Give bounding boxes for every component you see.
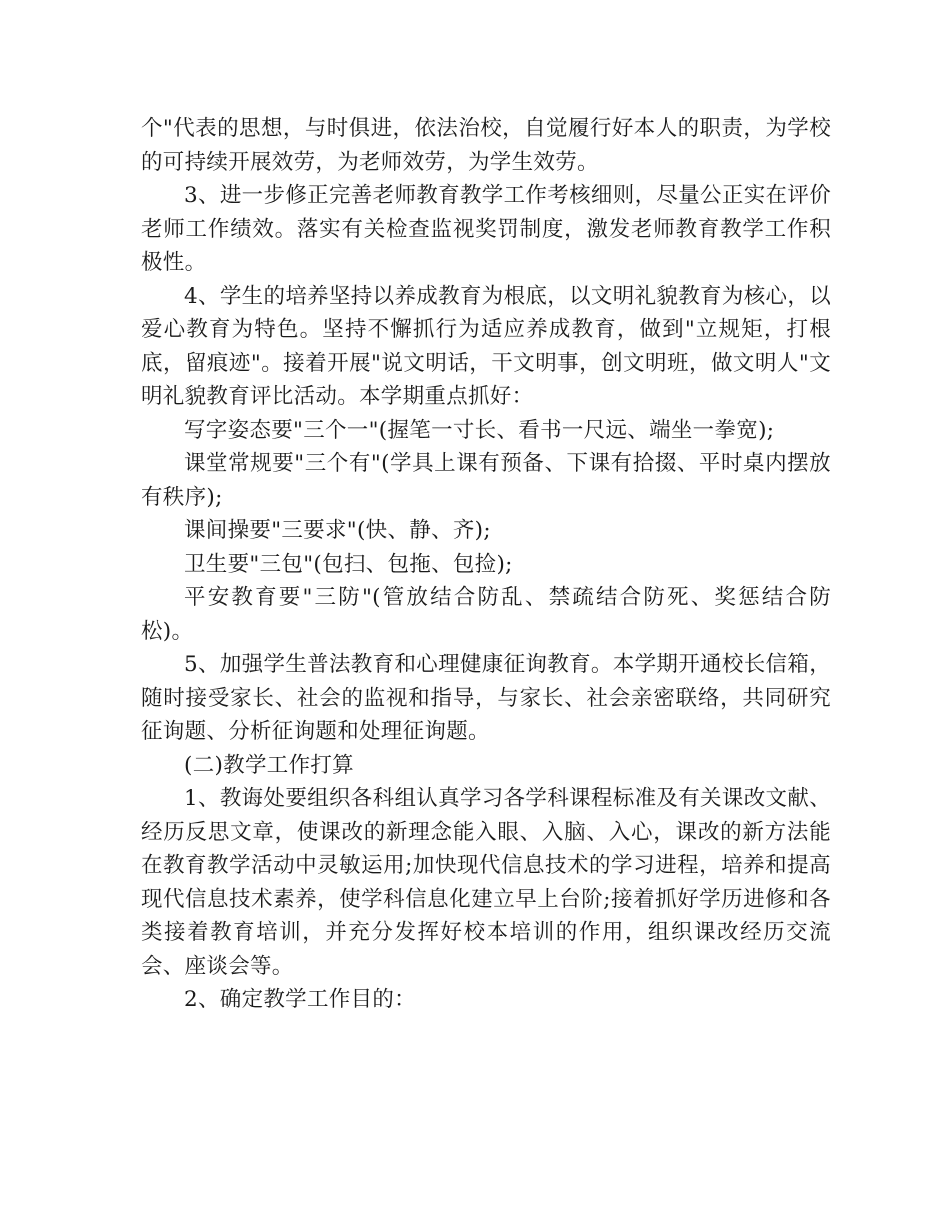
paragraph-exercise: 课间操要"三要求"(快、静、齐); (184, 518, 491, 543)
paragraph-continuation: 个"代表的思想，与时俱进，依法治校，自觉履行好本人的职责，为学校的可持续开展效劳，为老师效劳，为学生效劳。 (141, 116, 831, 175)
paragraph-writing-posture: 写字姿态要"三个一"(握笔一寸长、看书一尺远、端坐一拳宽); (184, 417, 775, 443)
paragraph-safety: 平安教育要"三防"(管放结合防乱、禁疏结合防死、奖惩结合防松)。 (141, 585, 831, 644)
paragraph-teaching-item-2: 2、确定教学工作目的： (184, 987, 416, 1012)
paragraph-item-5: 5、加强学生普法教育和心理健康征询教育。本学期开通校长信箱，随时接受家长、社会的监视和指导，与家长、社会亲密联络，共同研究征询题、分析征询题和处理征询题。 (141, 652, 831, 744)
paragraph-item-4: 4、学生的培养坚持以养成教育为根底，以文明礼貌教育为核心，以爱心教育为特色。坚持不懈抓行为适应养成教育，做到"立规矩，打根底，留痕迹"。接着开展"说文明话，干文明事，创文明班，做文明人"文明礼貌教育评比活动。本学期重点抓好： (141, 283, 831, 409)
paragraph-hygiene: 卫生要"三包"(包扫、包拖、包捡); (184, 551, 513, 577)
section-heading-teaching-plan: (二)教学工作打算 (184, 752, 354, 778)
paragraph-classroom-routine: 课堂常规要"三个有"(学具上课有预备、下课有拾掇、平时桌内摆放有秩序); (141, 451, 831, 510)
paragraph-teaching-item-1: 1、教诲处要组织各科组认真学习各学科课程标准及有关课改文献、经历反思文章，使课改的新理念能入眼、入脑、入心，课改的新方法能在教育教学活动中灵敏运用;加快现代信息技术的学习进程，培养和提高现代信息技术素养，使学科信息化建立早上台阶;接着抓好学历进修和各类接着教育培训，并充分发挥好校本培训的作用，组织课改经历交流会、座谈会等。 (141, 786, 831, 979)
document-body (141, 112, 831, 1017)
paragraph-item-3: 3、进一步修正完善老师教育教学工作考核细则，尽量公正实在评价老师工作绩效。落实有关检查监视奖罚制度，激发老师教育教学工作积极性。 (141, 183, 831, 275)
